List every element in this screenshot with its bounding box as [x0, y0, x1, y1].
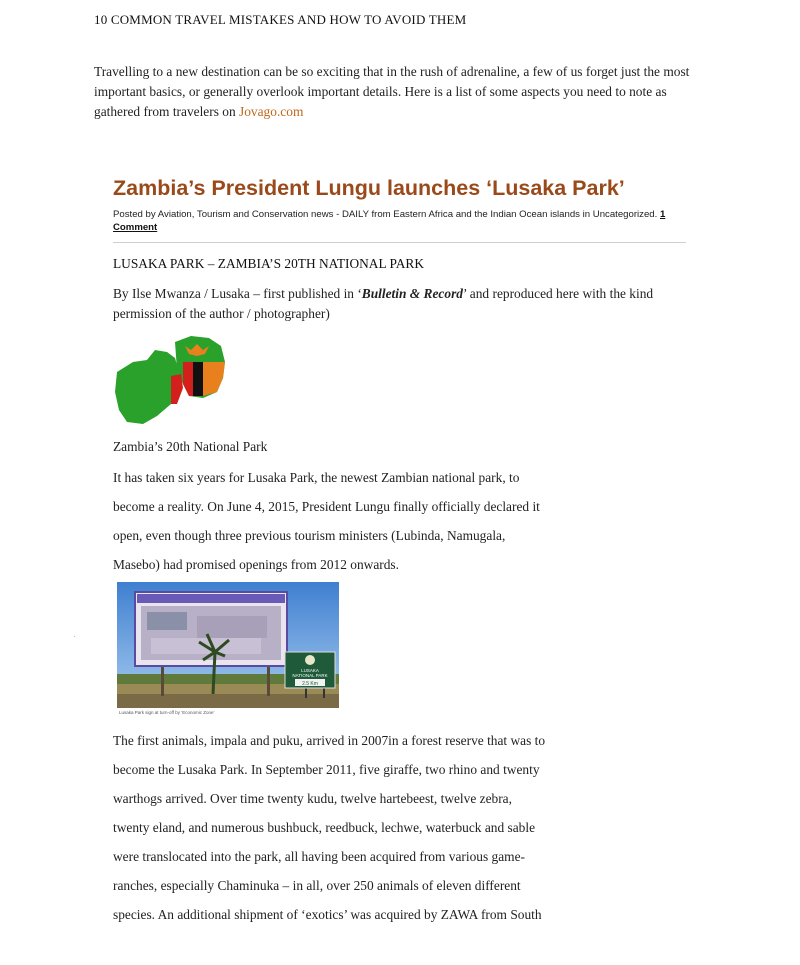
divider: [113, 242, 686, 243]
park-sign-emblem: [305, 655, 315, 665]
intro-text: Travelling to a new destination can be so exciting that in the rush of adrenaline, a few of us forget just the most important basics, or generally overlook important details. Here is a list of some aspects you need to note as gathered from travelers on: [94, 64, 690, 119]
paragraph-line: twenty eland, and numerous bushbuck, reedbuck, lechwe, waterbuck and sable: [113, 820, 536, 835]
byline-before: By Ilse Mwanza / Lusaka – first published in ‘: [113, 286, 362, 301]
paragraph-line: The first animals, impala and puku, arrived in 2007in a forest reserve that was to: [113, 733, 546, 748]
billboard-post-left: [161, 662, 164, 696]
park-sign-photo: [117, 582, 339, 708]
post-title[interactable]: Zambia’s President Lungu launches ‘Lusaka Park’: [113, 176, 625, 200]
comments-link[interactable]: 1 Comment: [113, 209, 666, 233]
park-sign-distance: 2.5 Km: [302, 681, 318, 687]
billboard-header: [137, 594, 285, 603]
paragraph-line: It has taken six years for Lusaka Park, the newest Zambian national park, to: [113, 470, 520, 485]
paragraph-line: become the Lusaka Park. In September 2011, five giraffe, two rhino and twenty: [113, 762, 540, 777]
paragraph-line: were translocated into the park, all having been acquired from various game-: [113, 849, 525, 864]
paragraph-1: [113, 463, 613, 579]
intro-paragraph: [94, 62, 704, 122]
map-west-lobe: [115, 350, 179, 424]
byline-after: ’ and reproduced here with the kind permission of the author / photographer): [113, 286, 654, 321]
map-west-red: [171, 374, 183, 404]
photo-caption: Lusaka Park sign at turn-off by ‘Economic Zone’: [119, 710, 215, 715]
publication-name: Bulletin & Record: [361, 286, 463, 301]
map-east-black: [193, 362, 203, 396]
map-caption: Zambia’s 20th National Park: [113, 439, 268, 454]
paragraph-line: Masebo) had promised openings from 2012 onwards.: [113, 557, 399, 572]
paragraph-line: warthogs arrived. Over time twenty kudu, twelve hartebeest, twelve zebra,: [113, 791, 512, 806]
paragraph-line: open, even though three previous tourism ministers (Lubinda, Namugala,: [113, 528, 506, 543]
paragraph-line: become a reality. On June 4, 2015, President Lungu finally officially declared it: [113, 499, 540, 514]
byline: [113, 284, 693, 324]
paragraph-line: species. An additional shipment of ‘exotics’ was acquired by ZAWA from South: [113, 907, 542, 922]
map-east-orange: [203, 362, 225, 396]
zambia-flag-map-image: [113, 332, 227, 426]
paragraph-2: [113, 726, 613, 929]
park-sign-text-1: LUSAKA: [301, 668, 319, 673]
jovago-link[interactable]: Jovago.com: [239, 104, 304, 119]
post-meta: [113, 208, 693, 234]
park-sign-text-2: NATIONAL PARK: [292, 673, 328, 678]
paragraph-line: ranches, especially Chaminuka – in all, over 250 animals of eleven different: [113, 878, 521, 893]
section-heading: LUSAKA PARK – ZAMBIA’S 20TH NATIONAL PARK: [113, 256, 424, 271]
map-east-red: [183, 362, 193, 396]
stray-mark: [74, 636, 75, 637]
post-meta-text: Posted by Aviation, Tourism and Conservation news - DAILY from Eastern Africa and the Indian Ocean islands in Uncategorized.: [113, 209, 658, 220]
document-title: 10 COMMON TRAVEL MISTAKES AND HOW TO AVOID THEM: [94, 12, 467, 27]
billboard-post-right: [267, 662, 270, 696]
